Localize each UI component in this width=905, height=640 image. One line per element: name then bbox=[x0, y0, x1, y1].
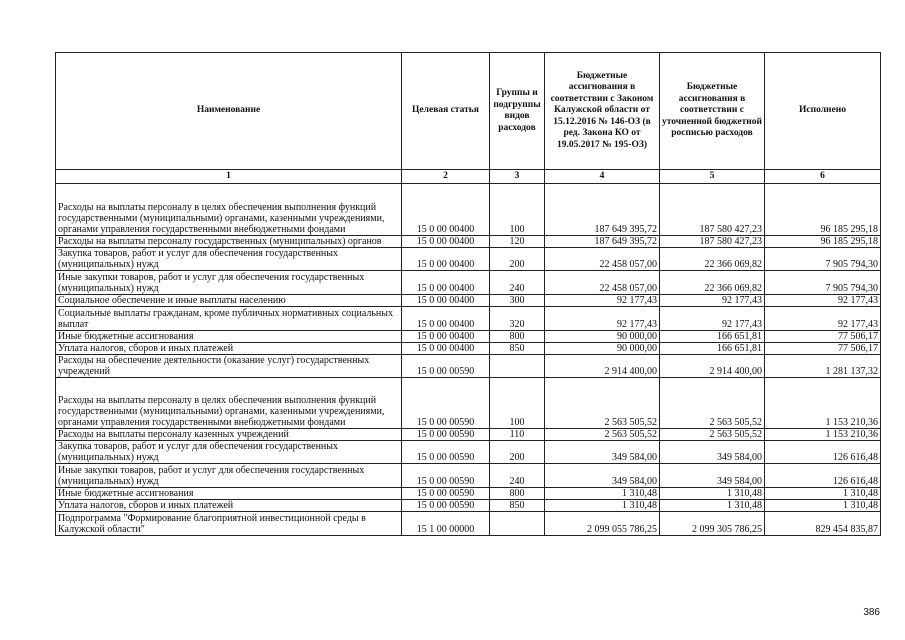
row-assigned-revised: 92 177,43 bbox=[660, 307, 765, 331]
row-assigned-law: 2 563 505,52 bbox=[545, 378, 660, 429]
row-expense-group: 300 bbox=[490, 295, 545, 307]
row-expense-group: 850 bbox=[490, 343, 545, 355]
row-target-article: 15 0 00 00400 bbox=[402, 295, 490, 307]
row-assigned-law: 1 310,48 bbox=[545, 500, 660, 512]
row-assigned-law: 2 914 400,00 bbox=[545, 355, 660, 378]
row-executed: 96 185 295,18 bbox=[765, 184, 881, 236]
row-expense-group: 240 bbox=[490, 464, 545, 488]
row-name: Иные бюджетные ассигнования bbox=[56, 488, 402, 500]
table-row bbox=[56, 429, 881, 441]
row-target-article: 15 0 00 00590 bbox=[402, 355, 490, 378]
row-assigned-revised: 2 563 505,52 bbox=[660, 429, 765, 441]
header-assigned-law: Бюджетные ассигнования в соответствии с Законом Калужской области от 15.12.2016 № 146-ОЗ (в ред. Закона КО от 19.05.2017 № 195-ОЗ) bbox=[545, 53, 660, 170]
row-name: Социальное обеспечение и иные выплаты населению bbox=[56, 295, 402, 307]
row-name: Расходы на выплаты персоналу в целях обеспечения выполнения функций государственными (муниципальными) органами, казенными учреждениями, органами управления государственными внебюджетными фондами bbox=[56, 378, 402, 429]
row-assigned-law: 187 649 395,72 bbox=[545, 184, 660, 236]
row-executed: 92 177,43 bbox=[765, 295, 881, 307]
row-name: Расходы на выплаты персоналу в целях обеспечения выполнения функций государственными (муниципальными) органами, казенными учреждениями, органами управления государственными внебюджетными фондами bbox=[56, 184, 402, 236]
row-target-article: 15 0 00 00400 bbox=[402, 184, 490, 236]
row-name: Расходы на обеспечение деятельности (оказание услуг) государственных учреждений bbox=[56, 355, 402, 378]
page-number: 386 bbox=[863, 607, 880, 618]
table-row bbox=[56, 295, 881, 307]
row-assigned-law: 2 563 505,52 bbox=[545, 429, 660, 441]
row-expense-group: 100 bbox=[490, 378, 545, 429]
row-target-article: 15 0 00 00590 bbox=[402, 441, 490, 464]
table-row bbox=[56, 343, 881, 355]
header-row bbox=[56, 53, 881, 170]
header-name: Наименование bbox=[56, 53, 402, 170]
table-row bbox=[56, 236, 881, 248]
row-executed: 77 506,17 bbox=[765, 343, 881, 355]
row-target-article: 15 0 00 00400 bbox=[402, 331, 490, 343]
budget-table bbox=[55, 52, 881, 536]
row-name: Иные закупки товаров, работ и услуг для обеспечения государственных (муниципальных) нужд bbox=[56, 271, 402, 295]
row-expense-group: 800 bbox=[490, 331, 545, 343]
row-assigned-revised: 187 580 427,23 bbox=[660, 236, 765, 248]
row-target-article: 15 0 00 00590 bbox=[402, 378, 490, 429]
row-assigned-revised: 1 310,48 bbox=[660, 488, 765, 500]
row-executed: 92 177,43 bbox=[765, 307, 881, 331]
row-executed: 126 616,48 bbox=[765, 464, 881, 488]
table-row bbox=[56, 331, 881, 343]
row-assigned-revised: 22 366 069,82 bbox=[660, 248, 765, 271]
row-executed: 77 506,17 bbox=[765, 331, 881, 343]
table-row bbox=[56, 512, 881, 536]
row-assigned-revised: 166 651,81 bbox=[660, 343, 765, 355]
row-target-article: 15 0 00 00400 bbox=[402, 271, 490, 295]
row-expense-group: 320 bbox=[490, 307, 545, 331]
table-row bbox=[56, 500, 881, 512]
row-target-article: 15 0 00 00400 bbox=[402, 236, 490, 248]
row-assigned-revised: 92 177,43 bbox=[660, 295, 765, 307]
row-executed: 1 310,48 bbox=[765, 500, 881, 512]
table-row bbox=[56, 378, 881, 429]
row-target-article: 15 0 00 00590 bbox=[402, 429, 490, 441]
table-row bbox=[56, 271, 881, 295]
row-executed: 1 153 210,36 bbox=[765, 429, 881, 441]
row-assigned-revised: 1 310,48 bbox=[660, 500, 765, 512]
table-row bbox=[56, 184, 881, 236]
row-expense-group: 110 bbox=[490, 429, 545, 441]
row-executed: 1 281 137,32 bbox=[765, 355, 881, 378]
row-name: Подпрограмма "Формирование благоприятной инвестиционной среды в Калужской области" bbox=[56, 512, 402, 536]
column-number: 2 bbox=[402, 170, 490, 184]
row-assigned-law: 187 649 395,72 bbox=[545, 236, 660, 248]
header-expense-groups: Группы и подгруппы видов расходов bbox=[490, 53, 545, 170]
table-row bbox=[56, 488, 881, 500]
row-assigned-law: 349 584,00 bbox=[545, 464, 660, 488]
row-target-article: 15 1 00 00000 bbox=[402, 512, 490, 536]
row-expense-group: 800 bbox=[490, 488, 545, 500]
row-target-article: 15 0 00 00400 bbox=[402, 248, 490, 271]
row-assigned-law: 22 458 057,00 bbox=[545, 248, 660, 271]
table-row bbox=[56, 248, 881, 271]
row-executed: 829 454 835,87 bbox=[765, 512, 881, 536]
column-number: 3 bbox=[490, 170, 545, 184]
column-number-row bbox=[56, 170, 881, 184]
row-expense-group: 200 bbox=[490, 248, 545, 271]
table-row bbox=[56, 307, 881, 331]
header-assigned-revised: Бюджетные ассигнования в соответствии с уточненной бюджетной росписью расходов bbox=[660, 53, 765, 170]
row-expense-group bbox=[490, 512, 545, 536]
row-assigned-law: 22 458 057,00 bbox=[545, 271, 660, 295]
row-executed: 96 185 295,18 bbox=[765, 236, 881, 248]
row-executed: 1 153 210,36 bbox=[765, 378, 881, 429]
row-name: Уплата налогов, сборов и иных платежей bbox=[56, 343, 402, 355]
row-target-article: 15 0 00 00590 bbox=[402, 464, 490, 488]
row-executed: 1 310,48 bbox=[765, 488, 881, 500]
row-assigned-revised: 2 563 505,52 bbox=[660, 378, 765, 429]
row-expense-group bbox=[490, 355, 545, 378]
row-expense-group: 200 bbox=[490, 441, 545, 464]
column-number: 1 bbox=[56, 170, 402, 184]
row-target-article: 15 0 00 00400 bbox=[402, 343, 490, 355]
row-assigned-revised: 2 099 305 786,25 bbox=[660, 512, 765, 536]
row-assigned-revised: 166 651,81 bbox=[660, 331, 765, 343]
row-name: Иные закупки товаров, работ и услуг для обеспечения государственных (муниципальных) нужд bbox=[56, 464, 402, 488]
table-row bbox=[56, 355, 881, 378]
table-row bbox=[56, 464, 881, 488]
column-number: 4 bbox=[545, 170, 660, 184]
row-name: Расходы на выплаты персоналу государственных (муниципальных) органов bbox=[56, 236, 402, 248]
row-name: Уплата налогов, сборов и иных платежей bbox=[56, 500, 402, 512]
row-assigned-revised: 187 580 427,23 bbox=[660, 184, 765, 236]
row-assigned-revised: 349 584,00 bbox=[660, 441, 765, 464]
row-target-article: 15 0 00 00590 bbox=[402, 500, 490, 512]
row-expense-group: 240 bbox=[490, 271, 545, 295]
row-executed: 7 905 794,30 bbox=[765, 248, 881, 271]
column-number: 5 bbox=[660, 170, 765, 184]
row-name: Социальные выплаты гражданам, кроме публичных нормативных социальных выплат bbox=[56, 307, 402, 331]
row-name: Закупка товаров, работ и услуг для обеспечения государственных (муниципальных) нужд bbox=[56, 248, 402, 271]
row-expense-group: 120 bbox=[490, 236, 545, 248]
row-target-article: 15 0 00 00400 bbox=[402, 307, 490, 331]
row-assigned-revised: 349 584,00 bbox=[660, 464, 765, 488]
table-body bbox=[56, 184, 881, 536]
row-expense-group: 850 bbox=[490, 500, 545, 512]
row-name: Иные бюджетные ассигнования bbox=[56, 331, 402, 343]
row-assigned-law: 92 177,43 bbox=[545, 307, 660, 331]
row-executed: 7 905 794,30 bbox=[765, 271, 881, 295]
row-name: Расходы на выплаты персоналу казенных учреждений bbox=[56, 429, 402, 441]
row-assigned-law: 90 000,00 bbox=[545, 331, 660, 343]
row-assigned-law: 349 584,00 bbox=[545, 441, 660, 464]
row-executed: 126 616,48 bbox=[765, 441, 881, 464]
header-executed: Исполнено bbox=[765, 53, 881, 170]
row-assigned-law: 92 177,43 bbox=[545, 295, 660, 307]
row-name: Закупка товаров, работ и услуг для обеспечения государственных (муниципальных) нужд bbox=[56, 441, 402, 464]
header-target-article: Целевая статья bbox=[402, 53, 490, 170]
row-assigned-law: 1 310,48 bbox=[545, 488, 660, 500]
row-assigned-revised: 22 366 069,82 bbox=[660, 271, 765, 295]
table-row bbox=[56, 441, 881, 464]
row-expense-group: 100 bbox=[490, 184, 545, 236]
row-assigned-law: 90 000,00 bbox=[545, 343, 660, 355]
row-assigned-revised: 2 914 400,00 bbox=[660, 355, 765, 378]
row-target-article: 15 0 00 00590 bbox=[402, 488, 490, 500]
column-number: 6 bbox=[765, 170, 881, 184]
row-assigned-law: 2 099 055 786,25 bbox=[545, 512, 660, 536]
